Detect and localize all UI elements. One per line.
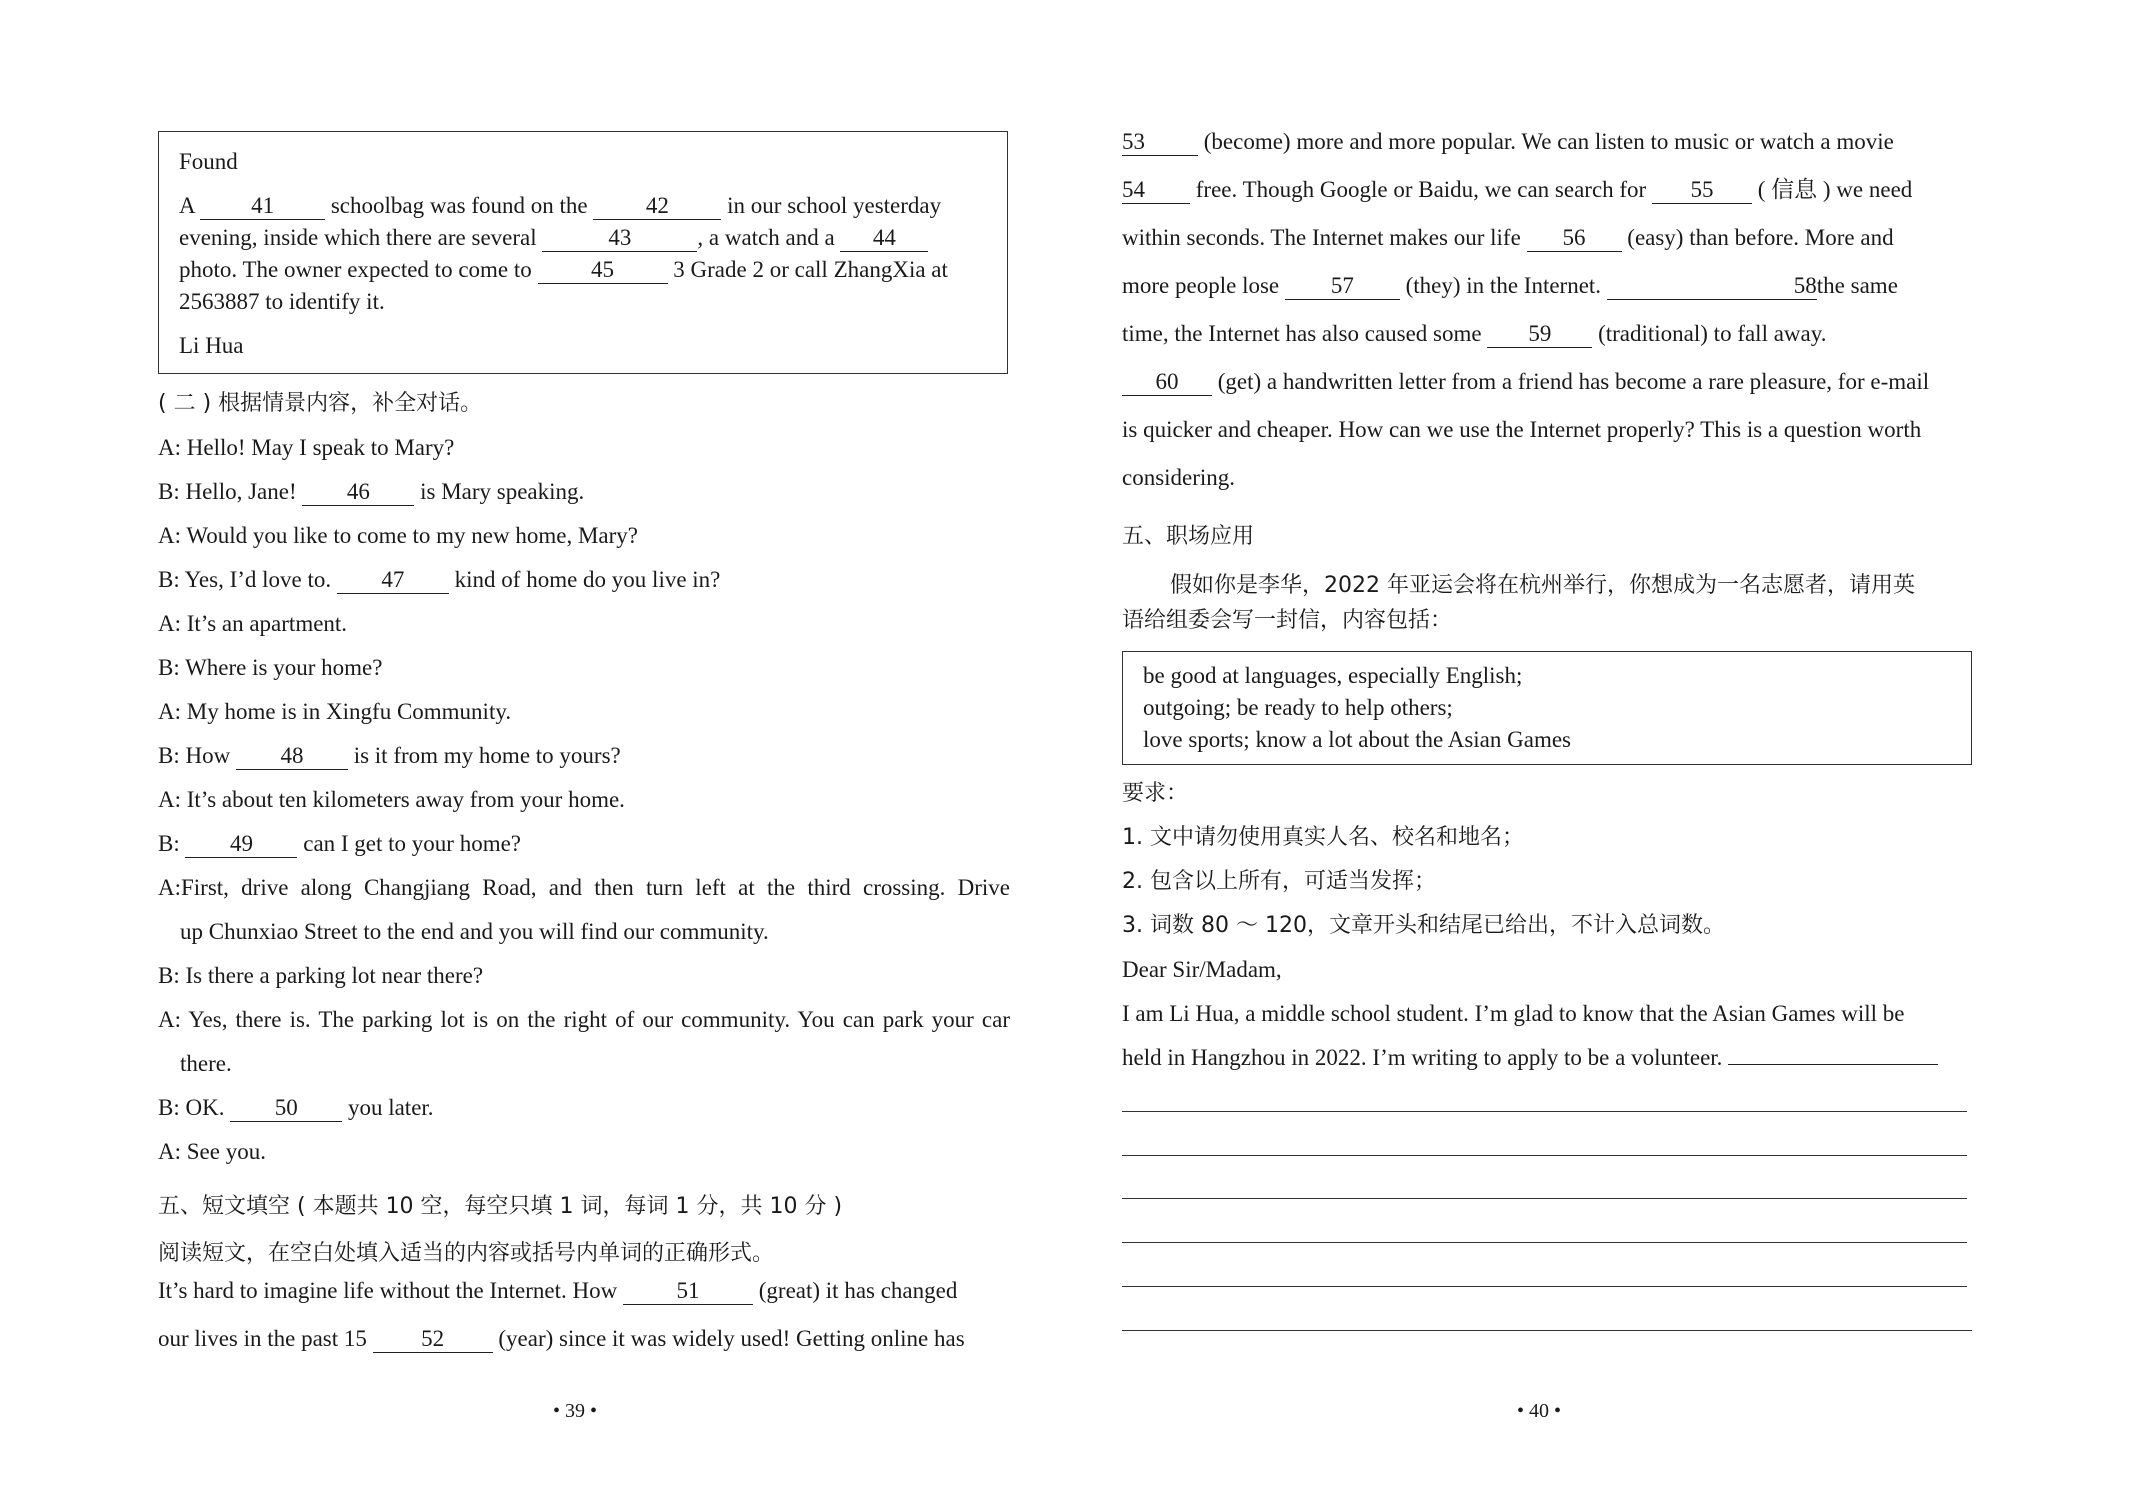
task-intro-line-2: 语给组委会写一封信，内容包括： xyxy=(1122,608,1453,633)
blank-53[interactable]: 53 xyxy=(1122,129,1198,156)
section-5-instruction: 阅读短文，在空白处填入适当的内容或括号内单词的正确形式。 xyxy=(158,1241,775,1266)
blank-43[interactable]: 43 xyxy=(542,225,697,252)
notice-body-line-1: A 41 schoolbag was found on the 42 in our school yesterday xyxy=(179,193,942,218)
blank-46[interactable]: 46 xyxy=(302,479,414,506)
blank-59[interactable]: 59 xyxy=(1487,321,1592,348)
blank-57[interactable]: 57 xyxy=(1285,273,1400,300)
letter-salutation: Dear Sir/Madam, xyxy=(1122,957,1282,982)
blank-41[interactable]: 41 xyxy=(200,193,325,220)
dialogue-line: A: Yes, there is. The parking lot is on the right of our community. You can park your car xyxy=(158,1007,1010,1032)
blank-48[interactable]: 48 xyxy=(236,743,348,770)
passage-line-6: more people lose 57 (they) in the Internet. 58the same xyxy=(1122,273,1898,298)
dialogue-line: B: OK. 50 you later. xyxy=(158,1095,434,1120)
dialogue-line: B: Hello, Jane! 46 is Mary speaking. xyxy=(158,479,585,504)
dialogue-line: B: Yes, I’d love to. 47 kind of home do you live in? xyxy=(158,567,721,592)
writing-line-start[interactable] xyxy=(1728,1042,1938,1065)
dialogue-line: B: Is there a parking lot near there? xyxy=(158,963,484,988)
blank-51[interactable]: 51 xyxy=(623,1278,753,1305)
passage-line-9: is quicker and cheaper. How can we use the Internet properly? This is a question worth xyxy=(1122,417,1922,442)
requirement-item: 1. 文中请勿使用真实人名、校名和地名； xyxy=(1122,825,1524,850)
found-notice-box xyxy=(158,131,1008,374)
content-point: outgoing; be ready to help others; xyxy=(1143,695,1453,720)
dialogue-line: A: It’s an apartment. xyxy=(158,611,348,636)
writing-line[interactable] xyxy=(1122,1286,1967,1287)
blank-60[interactable]: 60 xyxy=(1122,369,1212,396)
passage-line-10: considering. xyxy=(1122,465,1236,490)
letter-opening-line-1: I am Li Hua, a middle school student. I’m glad to know that the Asian Games will be xyxy=(1122,1001,1905,1026)
blank-47[interactable]: 47 xyxy=(337,567,449,594)
page-number-39: • 39 • xyxy=(553,1400,598,1422)
page-number-40: • 40 • xyxy=(1517,1400,1562,1422)
content-point: love sports; know a lot about the Asian Games xyxy=(1143,727,1571,752)
blank-54[interactable]: 54 xyxy=(1122,177,1190,204)
passage-line-2: our lives in the past 15 52 (year) since it was widely used! Getting online has xyxy=(158,1326,965,1351)
dialogue-line: A:First, drive along Changjiang Road, and then turn left at the third crossing. Drive xyxy=(158,875,1010,900)
notice-title: Found xyxy=(179,149,238,174)
dialogue-line: A: My home is in Xingfu Community. xyxy=(158,699,512,724)
section-5-title: 五、短文填空 ( 本题共 10 空，每空只填 1 词，每词 1 分，共 10 分 ) xyxy=(158,1194,843,1219)
writing-line[interactable] xyxy=(1122,1242,1967,1243)
dialogue-line-continued: up Chunxiao Street to the end and you will find our community. xyxy=(180,919,769,944)
dialogue-line: A: Hello! May I speak to Mary? xyxy=(158,435,455,460)
passage-line-8: 60 (get) a handwritten letter from a friend has become a rare pleasure, for e-mail xyxy=(1122,358,1974,406)
writing-section-title: 五、职场应用 xyxy=(1122,524,1255,549)
requirement-item: 2. 包含以上所有，可适当发挥； xyxy=(1122,869,1436,894)
notice-body-line-3: photo. The owner expected to come to 45 3 Grade 2 or call ZhangXia at xyxy=(179,257,948,282)
content-points-box xyxy=(1122,651,1972,765)
dialogue-line: B: 49 can I get to your home? xyxy=(158,831,522,856)
writing-line[interactable] xyxy=(1122,1330,1972,1331)
writing-line[interactable] xyxy=(1122,1111,1967,1112)
dialogue-line: B: How 48 is it from my home to yours? xyxy=(158,743,621,768)
dialogue-line: A: It’s about ten kilometers away from your home. xyxy=(158,787,625,812)
letter-opening-line-2: held in Hangzhou in 2022. I’m writing to apply to be a volunteer. xyxy=(1122,1042,1974,1074)
dialogue-line-continued: there. xyxy=(180,1051,232,1076)
passage-line-1: It’s hard to imagine life without the Internet. How 51 (great) it has changed xyxy=(158,1278,958,1303)
blank-58[interactable]: 58 xyxy=(1607,273,1817,300)
blank-49[interactable]: 49 xyxy=(185,831,297,858)
blank-42[interactable]: 42 xyxy=(593,193,721,220)
notice-body-line-4: 2563887 to identify it. xyxy=(179,289,385,314)
writing-line[interactable] xyxy=(1122,1198,1967,1199)
passage-line-5: within seconds. The Internet makes our life 56 (easy) than before. More and xyxy=(1122,225,1894,250)
blank-56[interactable]: 56 xyxy=(1527,225,1622,252)
passage-line-4: 54 free. Though Google or Baidu, we can search for 55 ( 信息 ) we need xyxy=(1122,177,1913,202)
passage-line-3: 53 (become) more and more popular. We can listen to music or watch a movie xyxy=(1122,129,1894,154)
blank-45[interactable]: 45 xyxy=(538,257,668,284)
requirements-title: 要求： xyxy=(1122,781,1189,806)
blank-55[interactable]: 55 xyxy=(1652,177,1752,204)
dialogue-line: A: See you. xyxy=(158,1139,266,1164)
writing-line[interactable] xyxy=(1122,1155,1967,1156)
dialogue-line: B: Where is your home? xyxy=(158,655,383,680)
section-2-title: ( 二 ) 根据情景内容，补全对话。 xyxy=(158,391,483,416)
task-intro-line-1: 假如你是李华，2022 年亚运会将在杭州举行，你想成为一名志愿者，请用英 xyxy=(1170,573,1915,598)
blank-50[interactable]: 50 xyxy=(230,1095,342,1122)
blank-52[interactable]: 52 xyxy=(373,1326,493,1353)
notice-body-line-2: evening, inside which there are several 43 , a watch and a 44 xyxy=(179,222,993,254)
dialogue-line: A: Would you like to come to my new home, Mary? xyxy=(158,523,639,548)
requirement-item: 3. 词数 80 ～ 120，文章开头和结尾已给出，不计入总词数。 xyxy=(1122,913,1725,938)
content-point: be good at languages, especially English; xyxy=(1143,663,1523,688)
notice-signature: Li Hua xyxy=(179,333,244,358)
passage-line-7: time, the Internet has also caused some 59 (traditional) to fall away. xyxy=(1122,321,1827,346)
blank-44[interactable]: 44 xyxy=(840,225,928,252)
